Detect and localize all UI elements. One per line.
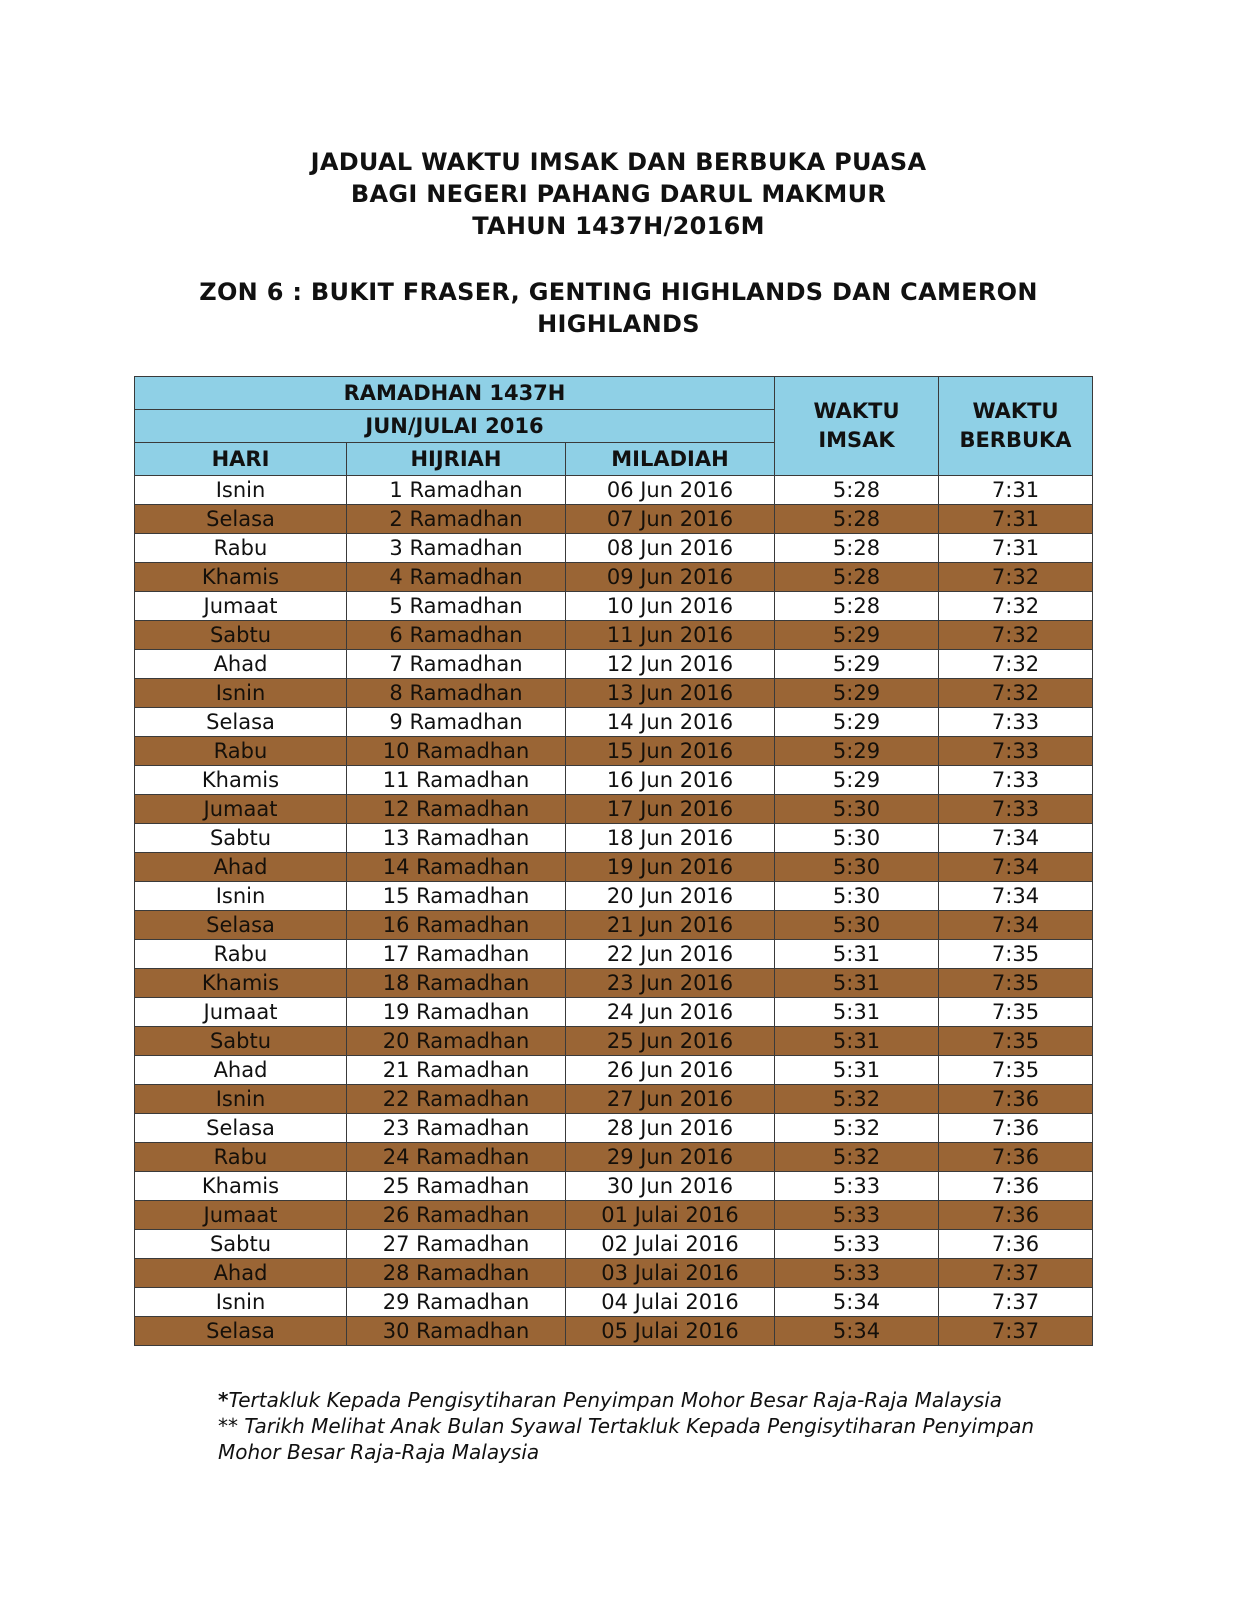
cell-miladiah: 09 Jun 2016 xyxy=(566,563,775,592)
header-waktu-imsak xyxy=(775,377,939,476)
cell-hijriah: 3 Ramadhan xyxy=(347,534,566,563)
cell-miladiah: 27 Jun 2016 xyxy=(566,1085,775,1114)
table-row xyxy=(135,940,1093,969)
cell-miladiah: 29 Jun 2016 xyxy=(566,1143,775,1172)
table-row xyxy=(135,1143,1093,1172)
cell-imsak: 5:32 xyxy=(775,1143,939,1172)
cell-hijriah: 22 Ramadhan xyxy=(347,1085,566,1114)
cell-imsak: 5:30 xyxy=(775,795,939,824)
cell-hijriah: 23 Ramadhan xyxy=(347,1114,566,1143)
cell-imsak: 5:33 xyxy=(775,1172,939,1201)
cell-hari: Selasa xyxy=(135,1317,347,1346)
cell-miladiah: 16 Jun 2016 xyxy=(566,766,775,795)
cell-berbuka: 7:34 xyxy=(939,824,1093,853)
table-row xyxy=(135,1230,1093,1259)
cell-miladiah: 01 Julai 2016 xyxy=(566,1201,775,1230)
table-row xyxy=(135,1259,1093,1288)
cell-berbuka: 7:34 xyxy=(939,882,1093,911)
cell-hijriah: 20 Ramadhan xyxy=(347,1027,566,1056)
table-row xyxy=(135,911,1093,940)
header-hari: HARI xyxy=(135,443,347,476)
table-row xyxy=(135,1085,1093,1114)
table-row xyxy=(135,969,1093,998)
cell-imsak: 5:31 xyxy=(775,1027,939,1056)
cell-hari: Ahad xyxy=(135,1056,347,1085)
cell-hijriah: 8 Ramadhan xyxy=(347,679,566,708)
cell-berbuka: 7:32 xyxy=(939,592,1093,621)
cell-berbuka: 7:31 xyxy=(939,534,1093,563)
cell-hari: Khamis xyxy=(135,1172,347,1201)
cell-berbuka: 7:34 xyxy=(939,911,1093,940)
cell-imsak: 5:30 xyxy=(775,882,939,911)
title-line-3: TAHUN 1437H/2016M xyxy=(472,212,765,240)
header-month-gregorian: JUN/JULAI 2016 xyxy=(135,410,775,443)
cell-miladiah: 23 Jun 2016 xyxy=(566,969,775,998)
cell-hari: Isnin xyxy=(135,476,347,505)
cell-imsak: 5:30 xyxy=(775,853,939,882)
table-row xyxy=(135,534,1093,563)
title-line-1: JADUAL WAKTU IMSAK DAN BERBUKA PUASA xyxy=(310,148,927,176)
cell-berbuka: 7:36 xyxy=(939,1085,1093,1114)
cell-imsak: 5:34 xyxy=(775,1317,939,1346)
cell-miladiah: 08 Jun 2016 xyxy=(566,534,775,563)
cell-imsak: 5:28 xyxy=(775,476,939,505)
cell-hijriah: 28 Ramadhan xyxy=(347,1259,566,1288)
title-line-2: BAGI NEGERI PAHANG DARUL MAKMUR xyxy=(350,180,887,208)
cell-berbuka: 7:34 xyxy=(939,853,1093,882)
cell-hari: Rabu xyxy=(135,1143,347,1172)
imsak-berbuka-table xyxy=(134,376,1093,1346)
cell-berbuka: 7:31 xyxy=(939,476,1093,505)
header-imsak-line2: IMSAK xyxy=(818,428,895,452)
cell-berbuka: 7:33 xyxy=(939,795,1093,824)
table-row xyxy=(135,679,1093,708)
cell-imsak: 5:31 xyxy=(775,1056,939,1085)
cell-berbuka: 7:32 xyxy=(939,563,1093,592)
table-row xyxy=(135,1172,1093,1201)
footnote-1-marker: * xyxy=(218,1388,229,1412)
cell-hari: Jumaat xyxy=(135,795,347,824)
header-miladiah: MILADIAH xyxy=(566,443,775,476)
cell-hijriah: 11 Ramadhan xyxy=(347,766,566,795)
cell-miladiah: 15 Jun 2016 xyxy=(566,737,775,766)
cell-miladiah: 12 Jun 2016 xyxy=(566,650,775,679)
cell-berbuka: 7:35 xyxy=(939,969,1093,998)
cell-hari: Jumaat xyxy=(135,998,347,1027)
cell-miladiah: 14 Jun 2016 xyxy=(566,708,775,737)
cell-berbuka: 7:33 xyxy=(939,766,1093,795)
footnote-1 xyxy=(218,1387,1034,1413)
cell-hari: Khamis xyxy=(135,766,347,795)
footnote-1-text: Tertakluk Kepada Pengisytiharan Penyimpan Mohor Besar Raja-Raja Malaysia xyxy=(228,1388,1003,1412)
cell-hijriah: 13 Ramadhan xyxy=(347,824,566,853)
cell-hijriah: 19 Ramadhan xyxy=(347,998,566,1027)
cell-berbuka: 7:31 xyxy=(939,505,1093,534)
zone-line-1: ZON 6 : BUKIT FRASER, GENTING HIGHLANDS DAN CAMERON xyxy=(199,278,1038,306)
document-title xyxy=(0,146,1237,242)
cell-berbuka: 7:36 xyxy=(939,1230,1093,1259)
cell-imsak: 5:33 xyxy=(775,1259,939,1288)
table-row xyxy=(135,708,1093,737)
table-row xyxy=(135,1201,1093,1230)
cell-miladiah: 10 Jun 2016 xyxy=(566,592,775,621)
table-row xyxy=(135,1056,1093,1085)
table-row xyxy=(135,882,1093,911)
cell-miladiah: 06 Jun 2016 xyxy=(566,476,775,505)
table-row xyxy=(135,650,1093,679)
cell-hari: Sabtu xyxy=(135,1230,347,1259)
cell-miladiah: 04 Julai 2016 xyxy=(566,1288,775,1317)
cell-berbuka: 7:33 xyxy=(939,708,1093,737)
cell-berbuka: 7:37 xyxy=(939,1259,1093,1288)
cell-hari: Jumaat xyxy=(135,1201,347,1230)
table-row xyxy=(135,476,1093,505)
cell-hijriah: 10 Ramadhan xyxy=(347,737,566,766)
cell-hijriah: 5 Ramadhan xyxy=(347,592,566,621)
header-imsak-line1: WAKTU xyxy=(813,399,900,423)
header-waktu-berbuka xyxy=(939,377,1093,476)
cell-hari: Sabtu xyxy=(135,621,347,650)
cell-miladiah: 28 Jun 2016 xyxy=(566,1114,775,1143)
table-row xyxy=(135,505,1093,534)
cell-hari: Selasa xyxy=(135,1114,347,1143)
cell-berbuka: 7:37 xyxy=(939,1288,1093,1317)
header-month-hijri: RAMADHAN 1437H xyxy=(135,377,775,410)
cell-hijriah: 24 Ramadhan xyxy=(347,1143,566,1172)
table-row xyxy=(135,621,1093,650)
cell-hijriah: 15 Ramadhan xyxy=(347,882,566,911)
cell-berbuka: 7:36 xyxy=(939,1114,1093,1143)
cell-hari: Selasa xyxy=(135,505,347,534)
cell-hari: Isnin xyxy=(135,882,347,911)
cell-miladiah: 11 Jun 2016 xyxy=(566,621,775,650)
cell-hari: Sabtu xyxy=(135,1027,347,1056)
cell-hijriah: 27 Ramadhan xyxy=(347,1230,566,1259)
cell-miladiah: 17 Jun 2016 xyxy=(566,795,775,824)
cell-hari: Rabu xyxy=(135,737,347,766)
table-row xyxy=(135,998,1093,1027)
cell-hari: Ahad xyxy=(135,853,347,882)
table-row xyxy=(135,795,1093,824)
cell-berbuka: 7:33 xyxy=(939,737,1093,766)
table-row xyxy=(135,824,1093,853)
cell-berbuka: 7:36 xyxy=(939,1201,1093,1230)
table-row xyxy=(135,1317,1093,1346)
cell-hijriah: 30 Ramadhan xyxy=(347,1317,566,1346)
cell-berbuka: 7:32 xyxy=(939,679,1093,708)
cell-imsak: 5:29 xyxy=(775,708,939,737)
cell-hari: Ahad xyxy=(135,1259,347,1288)
cell-miladiah: 25 Jun 2016 xyxy=(566,1027,775,1056)
table-row xyxy=(135,766,1093,795)
cell-miladiah: 30 Jun 2016 xyxy=(566,1172,775,1201)
schedule-body xyxy=(135,476,1093,1346)
cell-imsak: 5:29 xyxy=(775,621,939,650)
cell-imsak: 5:31 xyxy=(775,940,939,969)
cell-miladiah: 20 Jun 2016 xyxy=(566,882,775,911)
cell-imsak: 5:34 xyxy=(775,1288,939,1317)
cell-miladiah: 18 Jun 2016 xyxy=(566,824,775,853)
footnote-2-line-1: ** Tarikh Melihat Anak Bulan Syawal Tertakluk Kepada Pengisytiharan Penyimpan xyxy=(218,1414,1035,1438)
cell-imsak: 5:28 xyxy=(775,592,939,621)
cell-imsak: 5:30 xyxy=(775,911,939,940)
table-row xyxy=(135,1114,1093,1143)
cell-imsak: 5:29 xyxy=(775,766,939,795)
cell-miladiah: 21 Jun 2016 xyxy=(566,911,775,940)
cell-miladiah: 05 Julai 2016 xyxy=(566,1317,775,1346)
cell-hijriah: 29 Ramadhan xyxy=(347,1288,566,1317)
cell-berbuka: 7:35 xyxy=(939,940,1093,969)
zone-line-2: HIGHLANDS xyxy=(537,310,700,338)
cell-imsak: 5:29 xyxy=(775,737,939,766)
cell-hari: Isnin xyxy=(135,1288,347,1317)
cell-miladiah: 19 Jun 2016 xyxy=(566,853,775,882)
cell-hari: Khamis xyxy=(135,563,347,592)
cell-hijriah: 7 Ramadhan xyxy=(347,650,566,679)
cell-hijriah: 17 Ramadhan xyxy=(347,940,566,969)
cell-hijriah: 2 Ramadhan xyxy=(347,505,566,534)
cell-hari: Sabtu xyxy=(135,824,347,853)
cell-berbuka: 7:36 xyxy=(939,1172,1093,1201)
table-row xyxy=(135,853,1093,882)
cell-hari: Isnin xyxy=(135,1085,347,1114)
cell-miladiah: 13 Jun 2016 xyxy=(566,679,775,708)
cell-imsak: 5:31 xyxy=(775,969,939,998)
header-berbuka-line2: BERBUKA xyxy=(959,428,1072,452)
table-row xyxy=(135,592,1093,621)
cell-hari: Ahad xyxy=(135,650,347,679)
table-row xyxy=(135,1027,1093,1056)
zone-heading xyxy=(180,276,1057,340)
cell-berbuka: 7:35 xyxy=(939,1056,1093,1085)
cell-imsak: 5:28 xyxy=(775,563,939,592)
cell-hijriah: 18 Ramadhan xyxy=(347,969,566,998)
cell-miladiah: 03 Julai 2016 xyxy=(566,1259,775,1288)
cell-imsak: 5:29 xyxy=(775,679,939,708)
cell-berbuka: 7:32 xyxy=(939,650,1093,679)
cell-hijriah: 6 Ramadhan xyxy=(347,621,566,650)
cell-hijriah: 25 Ramadhan xyxy=(347,1172,566,1201)
cell-imsak: 5:31 xyxy=(775,998,939,1027)
cell-hijriah: 1 Ramadhan xyxy=(347,476,566,505)
cell-imsak: 5:28 xyxy=(775,505,939,534)
cell-miladiah: 24 Jun 2016 xyxy=(566,998,775,1027)
cell-hijriah: 12 Ramadhan xyxy=(347,795,566,824)
cell-imsak: 5:28 xyxy=(775,534,939,563)
cell-hari: Selasa xyxy=(135,911,347,940)
cell-miladiah: 22 Jun 2016 xyxy=(566,940,775,969)
table-row xyxy=(135,1288,1093,1317)
cell-berbuka: 7:37 xyxy=(939,1317,1093,1346)
table-row xyxy=(135,737,1093,766)
cell-hari: Khamis xyxy=(135,969,347,998)
cell-imsak: 5:33 xyxy=(775,1201,939,1230)
cell-hijriah: 21 Ramadhan xyxy=(347,1056,566,1085)
cell-berbuka: 7:32 xyxy=(939,621,1093,650)
cell-hari: Jumaat xyxy=(135,592,347,621)
cell-imsak: 5:32 xyxy=(775,1114,939,1143)
cell-imsak: 5:33 xyxy=(775,1230,939,1259)
table-row xyxy=(135,563,1093,592)
cell-hari: Selasa xyxy=(135,708,347,737)
cell-berbuka: 7:35 xyxy=(939,1027,1093,1056)
cell-miladiah: 07 Jun 2016 xyxy=(566,505,775,534)
cell-berbuka: 7:35 xyxy=(939,998,1093,1027)
cell-hari: Rabu xyxy=(135,534,347,563)
cell-hijriah: 14 Ramadhan xyxy=(347,853,566,882)
cell-imsak: 5:30 xyxy=(775,824,939,853)
cell-miladiah: 02 Julai 2016 xyxy=(566,1230,775,1259)
cell-hari: Rabu xyxy=(135,940,347,969)
cell-imsak: 5:32 xyxy=(775,1085,939,1114)
footnote-2-line-2: Mohor Besar Raja-Raja Malaysia xyxy=(218,1440,540,1464)
cell-hijriah: 16 Ramadhan xyxy=(347,911,566,940)
cell-hijriah: 9 Ramadhan xyxy=(347,708,566,737)
cell-hijriah: 26 Ramadhan xyxy=(347,1201,566,1230)
cell-hijriah: 4 Ramadhan xyxy=(347,563,566,592)
footnotes xyxy=(218,1387,1034,1465)
cell-imsak: 5:29 xyxy=(775,650,939,679)
cell-miladiah: 26 Jun 2016 xyxy=(566,1056,775,1085)
header-berbuka-line1: WAKTU xyxy=(972,399,1059,423)
cell-berbuka: 7:36 xyxy=(939,1143,1093,1172)
cell-hari: Isnin xyxy=(135,679,347,708)
header-hijriah: HIJRIAH xyxy=(347,443,566,476)
